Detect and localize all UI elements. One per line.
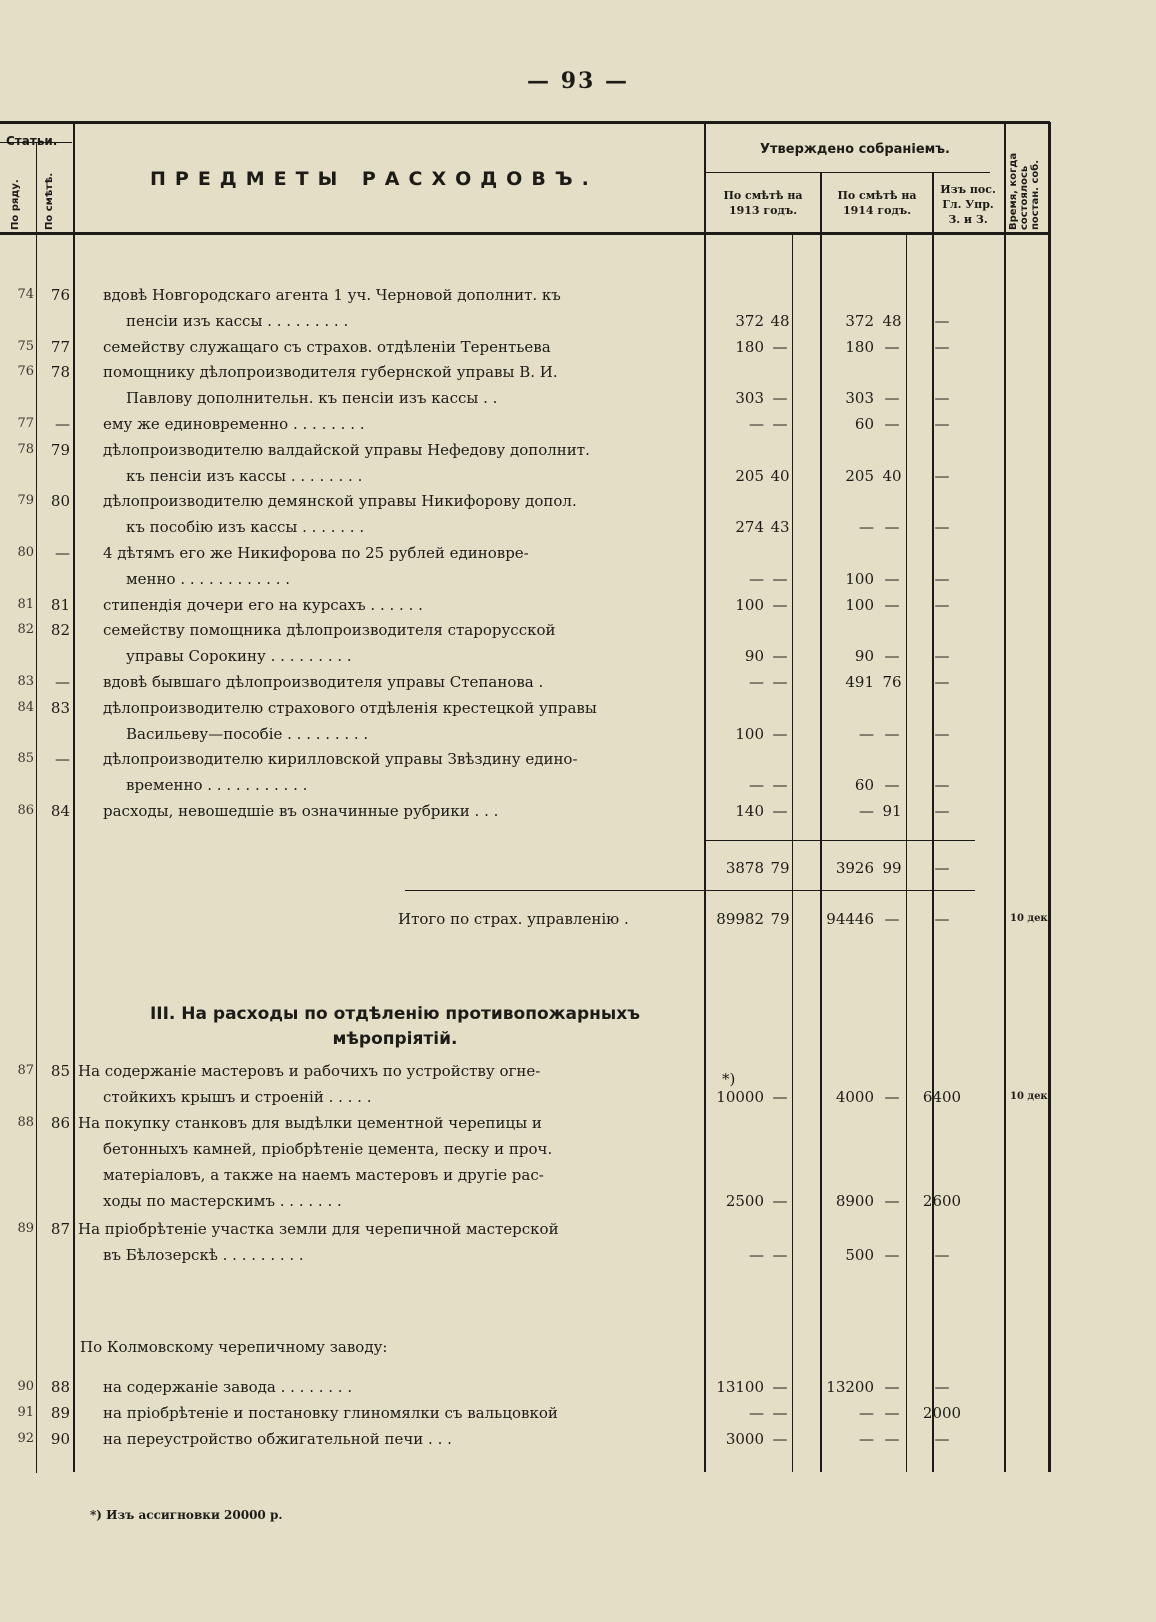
table-row bbox=[0, 308, 1156, 334]
estimate-number: 86 bbox=[50, 1114, 70, 1132]
value-1913-kop: — bbox=[772, 673, 788, 691]
row-description: дѣлопроизводителю валдайской управы Нефедову дополнит. bbox=[103, 440, 590, 459]
table-row bbox=[0, 1374, 1156, 1400]
value-1913-rub: 2500 bbox=[725, 1192, 764, 1210]
value-1914-kop: — bbox=[884, 724, 900, 743]
value-1914-kop: — bbox=[884, 1192, 900, 1210]
value-1913-rub: 100 bbox=[735, 595, 764, 614]
value-1913-rub: 140 bbox=[735, 802, 764, 820]
value-zemstvo: — bbox=[934, 569, 950, 588]
table-row bbox=[0, 695, 1156, 721]
value-1914-rub: 8900 bbox=[835, 1192, 874, 1210]
value-1913-rub: 13100 bbox=[716, 1378, 764, 1396]
row-description: На покупку станковъ для выдѣлки цементной черепицы и bbox=[78, 1114, 542, 1132]
total-1913-rub: 89982 bbox=[716, 910, 764, 928]
row-description: семейству служащаго съ страхов. отдѣленіи Терентьева bbox=[103, 337, 551, 356]
value-zemstvo: 2000 bbox=[922, 1404, 962, 1422]
header-bottom-rule bbox=[0, 232, 1050, 235]
value-1913-kop: — bbox=[772, 802, 788, 820]
value-1914-rub: 90 bbox=[854, 647, 874, 666]
value-1914-kop: 40 bbox=[882, 466, 902, 485]
row-number: 87 bbox=[17, 1063, 34, 1078]
value-zemstvo: — bbox=[934, 802, 950, 820]
value-1913-rub: — bbox=[749, 415, 764, 433]
table-row bbox=[0, 1058, 1156, 1084]
row-number: 83 bbox=[17, 674, 34, 689]
value-1914-rub: 13200 bbox=[826, 1378, 874, 1396]
row-description: къ пособію изъ кассы . . . . . . . bbox=[126, 518, 365, 537]
total-rule bbox=[405, 890, 975, 891]
estimate-number: 82 bbox=[50, 621, 70, 640]
estimate-number: 89 bbox=[50, 1404, 70, 1422]
value-1914-rub: 60 bbox=[854, 415, 874, 433]
row-number: 85 bbox=[17, 751, 34, 767]
section3-heading-line1: III. На расходы по отдѣленію противопожарныхъ bbox=[149, 1004, 641, 1024]
row-number: 91 bbox=[17, 1405, 34, 1420]
value-1913-rub: — bbox=[749, 776, 764, 795]
value-1913-kop: 48 bbox=[770, 311, 790, 330]
by-estimate-label: По смѣтѣ. bbox=[44, 172, 55, 230]
estimate-number: 87 bbox=[50, 1220, 70, 1238]
total-time: 10 дек. bbox=[1010, 913, 1052, 924]
col-1913-label: По смѣтѣ на 1913 годъ. bbox=[723, 189, 803, 217]
row-number: 78 bbox=[17, 441, 34, 457]
value-1914-kop: — bbox=[884, 1088, 900, 1106]
col-time-label: Время, когда состоялось постан. соб. bbox=[1008, 152, 1041, 230]
table-row bbox=[0, 411, 1156, 437]
table-row bbox=[0, 385, 1156, 411]
value-zemstvo: — bbox=[934, 647, 950, 666]
value-zemstvo: — bbox=[934, 595, 950, 614]
table-row bbox=[0, 643, 1156, 669]
value-1913-kop: — bbox=[772, 724, 788, 743]
value-1913-rub: — bbox=[749, 1404, 764, 1422]
row-number: 90 bbox=[17, 1379, 34, 1394]
table-row bbox=[0, 1426, 1156, 1452]
value-1914-kop: — bbox=[884, 776, 900, 795]
estimate-number: 76 bbox=[50, 286, 70, 304]
total-row bbox=[0, 906, 1156, 932]
approved-rule bbox=[705, 172, 990, 173]
header-top-rule bbox=[0, 121, 1050, 124]
section3-asterisk: *) bbox=[722, 1070, 736, 1088]
row-description: На содержаніе мастеровъ и рабочихъ по устройству огне- bbox=[78, 1062, 541, 1080]
value-zemstvo: — bbox=[934, 337, 950, 356]
row-number: 76 bbox=[17, 364, 34, 380]
estimate-number: 88 bbox=[50, 1378, 70, 1396]
approved-label: Утверждено собраніемъ. bbox=[760, 142, 950, 157]
table-row bbox=[0, 1084, 1156, 1110]
value-zemstvo: — bbox=[934, 776, 950, 795]
value-1914-rub: 60 bbox=[854, 776, 874, 795]
row-number: 81 bbox=[17, 596, 34, 612]
value-1913-rub: — bbox=[749, 1246, 764, 1264]
value-1914-kop: 76 bbox=[882, 673, 902, 691]
col-1914-label: По смѣтѣ на 1914 годъ. bbox=[837, 189, 917, 217]
value-1913-kop: — bbox=[772, 776, 788, 795]
row-description: менно . . . . . . . . . . . . bbox=[126, 569, 291, 588]
row-description: временно . . . . . . . . . . . bbox=[126, 776, 308, 795]
value-1913-rub: — bbox=[749, 569, 764, 588]
table-row bbox=[0, 566, 1156, 592]
row-description: вдовѣ бывшаго дѣлопроизводителя управы Степанова . bbox=[103, 673, 544, 691]
estimate-number: 90 bbox=[50, 1430, 70, 1448]
value-1913-kop: — bbox=[772, 1378, 788, 1396]
table-row bbox=[0, 1188, 1156, 1214]
value-1914-kop: — bbox=[884, 389, 900, 408]
row-description: стойкихъ крышъ и строеній . . . . . bbox=[103, 1088, 372, 1106]
table-row bbox=[0, 488, 1156, 514]
estimate-number: 84 bbox=[50, 802, 70, 820]
value-1914-rub: 303 bbox=[845, 389, 874, 408]
row-description: ему же единовременно . . . . . . . . bbox=[103, 415, 365, 433]
value-1913-kop: — bbox=[772, 415, 788, 433]
estimate-number: 79 bbox=[50, 440, 70, 459]
value-1914-rub: — bbox=[859, 518, 874, 537]
table-row bbox=[0, 1110, 1156, 1136]
value-1914-rub: — bbox=[859, 802, 874, 820]
articles-label: Статьи. bbox=[6, 134, 58, 148]
column-title: ПРЕДМЕТЫ РАСХОДОВЪ. bbox=[150, 168, 598, 190]
value-1914-rub: — bbox=[859, 1430, 874, 1448]
value-1914-kop: — bbox=[884, 415, 900, 433]
row-description: помощнику дѣлопроизводителя губернской управы В. И. bbox=[103, 363, 558, 382]
value-1914-kop: — bbox=[884, 647, 900, 666]
table-row bbox=[0, 798, 1156, 824]
row-description: семейству помощника дѣлопроизводителя старорусской bbox=[103, 621, 556, 640]
value-zemstvo: — bbox=[934, 1430, 950, 1448]
value-1914-kop: — bbox=[884, 595, 900, 614]
value-1913-kop: — bbox=[772, 389, 788, 408]
value-1913-rub: 100 bbox=[735, 724, 764, 743]
table-row bbox=[0, 617, 1156, 643]
value-1913-kop: 43 bbox=[770, 518, 790, 537]
value-1913-kop: — bbox=[772, 337, 788, 356]
table-row bbox=[0, 1162, 1156, 1188]
table-row bbox=[0, 746, 1156, 772]
value-1913-rub: — bbox=[749, 673, 764, 691]
value-1913-rub: 274 bbox=[735, 518, 764, 537]
table-row bbox=[0, 359, 1156, 385]
value-1913-kop: — bbox=[772, 1246, 788, 1264]
row-description: къ пенсіи изъ кассы . . . . . . . . bbox=[126, 466, 363, 485]
value-zemstvo: — bbox=[934, 311, 950, 330]
table-row bbox=[0, 1136, 1156, 1162]
value-1913-kop: — bbox=[772, 647, 788, 666]
estimate-number: 85 bbox=[50, 1062, 70, 1080]
value-1914-rub: 500 bbox=[845, 1246, 874, 1264]
row-description: на пріобрѣтеніе и постановку глиномялки съ вальцовкой bbox=[103, 1404, 558, 1422]
row-description: матеріаловъ, а также на наемъ мастеровъ и другіе рас- bbox=[103, 1166, 544, 1184]
subtotal-1913-rub: 3878 bbox=[725, 859, 764, 877]
by-order-label: По ряду. bbox=[10, 179, 21, 230]
row-description: Павлову дополнительн. къ пенсіи изъ кассы . . bbox=[126, 389, 498, 408]
col-zemstvo-label: Изъ пос. Гл. Упр. З. и З. bbox=[940, 183, 996, 226]
estimate-number: 77 bbox=[50, 337, 70, 356]
value-1914-kop: 91 bbox=[882, 802, 902, 820]
estimate-number: 83 bbox=[50, 698, 70, 717]
table-row bbox=[0, 463, 1156, 489]
value-1913-kop: — bbox=[772, 1192, 788, 1210]
row-description: бетонныхъ камней, пріобрѣтеніе цемента, песку и проч. bbox=[103, 1140, 553, 1158]
subtotal-1914-kop: 99 bbox=[882, 859, 902, 877]
value-1914-rub: 205 bbox=[845, 466, 874, 485]
estimate-number: — bbox=[55, 673, 70, 691]
total-1913-kop: 79 bbox=[770, 910, 790, 928]
value-1913-rub: 90 bbox=[744, 647, 764, 666]
table-row bbox=[0, 669, 1156, 695]
row-number: 92 bbox=[17, 1431, 34, 1446]
row-number: 84 bbox=[17, 699, 34, 715]
value-1913-kop: — bbox=[772, 595, 788, 614]
table-row bbox=[0, 1400, 1156, 1426]
table-row bbox=[0, 592, 1156, 618]
total-label: Итого по страх. управленію . bbox=[398, 910, 629, 928]
table-row bbox=[0, 540, 1156, 566]
row-number: 88 bbox=[17, 1115, 34, 1130]
page-number: — 93 — bbox=[527, 68, 629, 94]
value-1914-kop: 48 bbox=[882, 311, 902, 330]
value-1914-kop: — bbox=[884, 1404, 900, 1422]
value-1913-kop: — bbox=[772, 1088, 788, 1106]
row-number: 77 bbox=[17, 416, 34, 431]
value-zemstvo: — bbox=[934, 1246, 950, 1264]
row-number: 86 bbox=[17, 803, 34, 818]
footnote: *) Изъ ассигновки 20000 р. bbox=[90, 1508, 283, 1522]
value-1914-rub: 100 bbox=[845, 569, 874, 588]
value-1914-kop: — bbox=[884, 337, 900, 356]
total-1914-kop: — bbox=[884, 910, 900, 928]
subtotal-row bbox=[0, 855, 1156, 881]
value-1914-kop: — bbox=[884, 1378, 900, 1396]
section3-heading bbox=[115, 1002, 675, 1052]
estimate-number: — bbox=[55, 544, 70, 562]
value-1914-rub: — bbox=[859, 724, 874, 743]
value-1914-kop: — bbox=[884, 518, 900, 537]
row-description: стипендія дочери его на курсахъ . . . . . . bbox=[103, 595, 423, 614]
value-1914-rub: 372 bbox=[845, 311, 874, 330]
row-number: 79 bbox=[17, 493, 34, 509]
value-zemstvo: — bbox=[934, 1378, 950, 1396]
row-description: расходы, невошедшіе въ означинные рубрики . . . bbox=[103, 802, 499, 820]
value-zemstvo: 2600 bbox=[922, 1192, 962, 1210]
total-zemstvo: — bbox=[934, 910, 950, 928]
row-description: дѣлопроизводителю демянской управы Никифорову допол. bbox=[103, 492, 577, 511]
value-1914-rub: 491 bbox=[845, 673, 874, 691]
value-zemstvo: — bbox=[934, 673, 950, 691]
value-1913-rub: 10000 bbox=[716, 1088, 764, 1106]
value-1914-kop: — bbox=[884, 1246, 900, 1264]
value-1913-kop: 40 bbox=[770, 466, 790, 485]
value-zemstvo: — bbox=[934, 724, 950, 743]
value-1913-kop: — bbox=[772, 569, 788, 588]
estimate-number: 78 bbox=[50, 363, 70, 382]
value-zemstvo: — bbox=[934, 415, 950, 433]
section3-heading-line2: мѣропріятій. bbox=[332, 1029, 458, 1049]
row-number: 75 bbox=[17, 338, 34, 354]
value-1913-rub: 180 bbox=[735, 337, 764, 356]
table-row bbox=[0, 1216, 1156, 1242]
row-description: Васильеву—пособіе . . . . . . . . . bbox=[126, 724, 369, 743]
row-description: пенсіи изъ кассы . . . . . . . . . bbox=[126, 311, 349, 330]
row-description: на переустройство обжигательной печи . . . bbox=[103, 1430, 452, 1448]
row-description: дѣлопроизводителю кирилловской управы Звѣздину едино- bbox=[103, 750, 578, 769]
value-1914-rub: 180 bbox=[845, 337, 874, 356]
value-1914-kop: — bbox=[884, 1430, 900, 1448]
estimate-number: — bbox=[55, 750, 70, 769]
value-zemstvo: 6400 bbox=[922, 1088, 962, 1106]
row-description: 4 дѣтямъ его же Никифорова по 25 рублей единовре- bbox=[103, 544, 529, 562]
estimate-number: — bbox=[55, 415, 70, 433]
row-description: вдовѣ Новгородскаго агента 1 уч. Черновой дополнит. къ bbox=[103, 286, 561, 304]
estimate-number: 80 bbox=[50, 492, 70, 511]
value-1913-rub: 205 bbox=[735, 466, 764, 485]
value-zemstvo: — bbox=[934, 518, 950, 537]
value-1914-rub: — bbox=[859, 1404, 874, 1422]
row-description: на содержаніе завода . . . . . . . . bbox=[103, 1378, 353, 1396]
table-row bbox=[0, 772, 1156, 798]
table-row bbox=[0, 282, 1156, 308]
table-row bbox=[0, 514, 1156, 540]
row-description: На пріобрѣтеніе участка земли для черепичной мастерской bbox=[78, 1220, 559, 1238]
row-number: 80 bbox=[17, 545, 34, 560]
value-1913-kop: — bbox=[772, 1430, 788, 1448]
estimate-number: 81 bbox=[50, 595, 70, 614]
value-1914-rub: 4000 bbox=[835, 1088, 874, 1106]
value-1914-rub: 100 bbox=[845, 595, 874, 614]
table-row bbox=[0, 334, 1156, 360]
row-number: 89 bbox=[17, 1221, 34, 1236]
value-zemstvo: — bbox=[934, 389, 950, 408]
table-row bbox=[0, 1242, 1156, 1268]
row-description: въ Бѣлозерскѣ . . . . . . . . . bbox=[103, 1246, 304, 1264]
value-1914-kop: — bbox=[884, 569, 900, 588]
subtotal-zemstvo: — bbox=[934, 859, 950, 877]
subtotal-1914-rub: 3926 bbox=[835, 859, 874, 877]
value-1913-kop: — bbox=[772, 1404, 788, 1422]
row-number: 74 bbox=[17, 287, 34, 302]
value-zemstvo: — bbox=[934, 466, 950, 485]
value-time: 10 дек. bbox=[1010, 1091, 1052, 1102]
row-description: дѣлопроизводителю страхового отдѣленія крестецкой управы bbox=[103, 698, 597, 717]
total-1914-rub: 94446 bbox=[826, 910, 874, 928]
subtotal-1913-kop: 79 bbox=[770, 859, 790, 877]
value-1913-rub: 303 bbox=[735, 389, 764, 408]
row-number: 82 bbox=[17, 622, 34, 638]
kolmovo-label: По Колмовскому черепичному заводу: bbox=[80, 1338, 388, 1356]
value-1913-rub: 372 bbox=[735, 311, 764, 330]
table-row bbox=[0, 721, 1156, 747]
row-description: ходы по мастерскимъ . . . . . . . bbox=[103, 1192, 342, 1210]
row-description: управы Сорокину . . . . . . . . . bbox=[126, 647, 352, 666]
table-row bbox=[0, 437, 1156, 463]
value-1913-rub: 3000 bbox=[725, 1430, 764, 1448]
subtotal-rule bbox=[705, 840, 975, 841]
